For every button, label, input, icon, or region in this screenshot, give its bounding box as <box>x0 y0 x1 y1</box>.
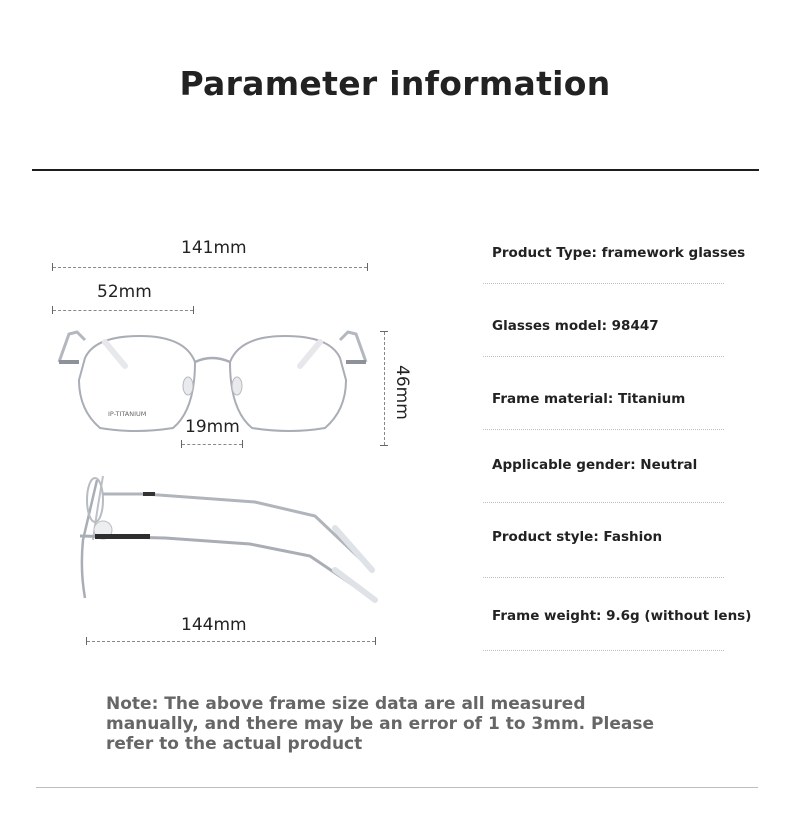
lens-width-label: 52mm <box>97 282 152 302</box>
spec-divider <box>483 502 724 503</box>
lens-height-label: 46mm <box>392 365 412 420</box>
frame-imprint-text: IP-TITANIUM <box>108 410 147 418</box>
dimension-tick <box>375 637 376 645</box>
spec-divider <box>483 429 724 430</box>
footer-divider <box>36 787 758 788</box>
temple-length-line <box>87 641 375 642</box>
lens-height-line <box>384 332 385 445</box>
glasses-side-view-image <box>75 470 385 610</box>
bridge-width-line <box>182 444 242 445</box>
dimension-tick <box>193 306 194 314</box>
temple-length-label: 144mm <box>181 615 247 635</box>
spec-product-type: Product Type: framework glasses <box>492 245 746 261</box>
dimension-tick <box>380 445 388 446</box>
total-width-label: 141mm <box>181 238 247 258</box>
page-title: Parameter information <box>179 64 611 103</box>
spec-applicable-gender: Applicable gender: Neutral <box>492 457 698 473</box>
spec-frame-material: Frame material: Titanium <box>492 391 686 407</box>
spec-product-style: Product style: Fashion <box>492 529 663 545</box>
measurement-note: Note: The above frame size data are all measured manually, and there may be an error of 1 to 3mm. Please refer to the actual product <box>106 694 654 754</box>
bridge-width-label: 19mm <box>185 417 240 437</box>
header-divider <box>32 169 759 171</box>
spec-divider <box>483 577 724 578</box>
dimension-tick <box>367 263 368 271</box>
spec-glasses-model: Glasses model: 98447 <box>492 318 659 334</box>
lens-width-line <box>53 310 193 311</box>
spec-divider <box>483 650 724 651</box>
total-width-line <box>53 267 367 268</box>
spec-frame-weight: Frame weight: 9.6g (without lens) <box>492 608 752 624</box>
spec-divider <box>483 283 724 284</box>
dimension-tick <box>242 440 243 448</box>
spec-divider <box>483 356 724 357</box>
